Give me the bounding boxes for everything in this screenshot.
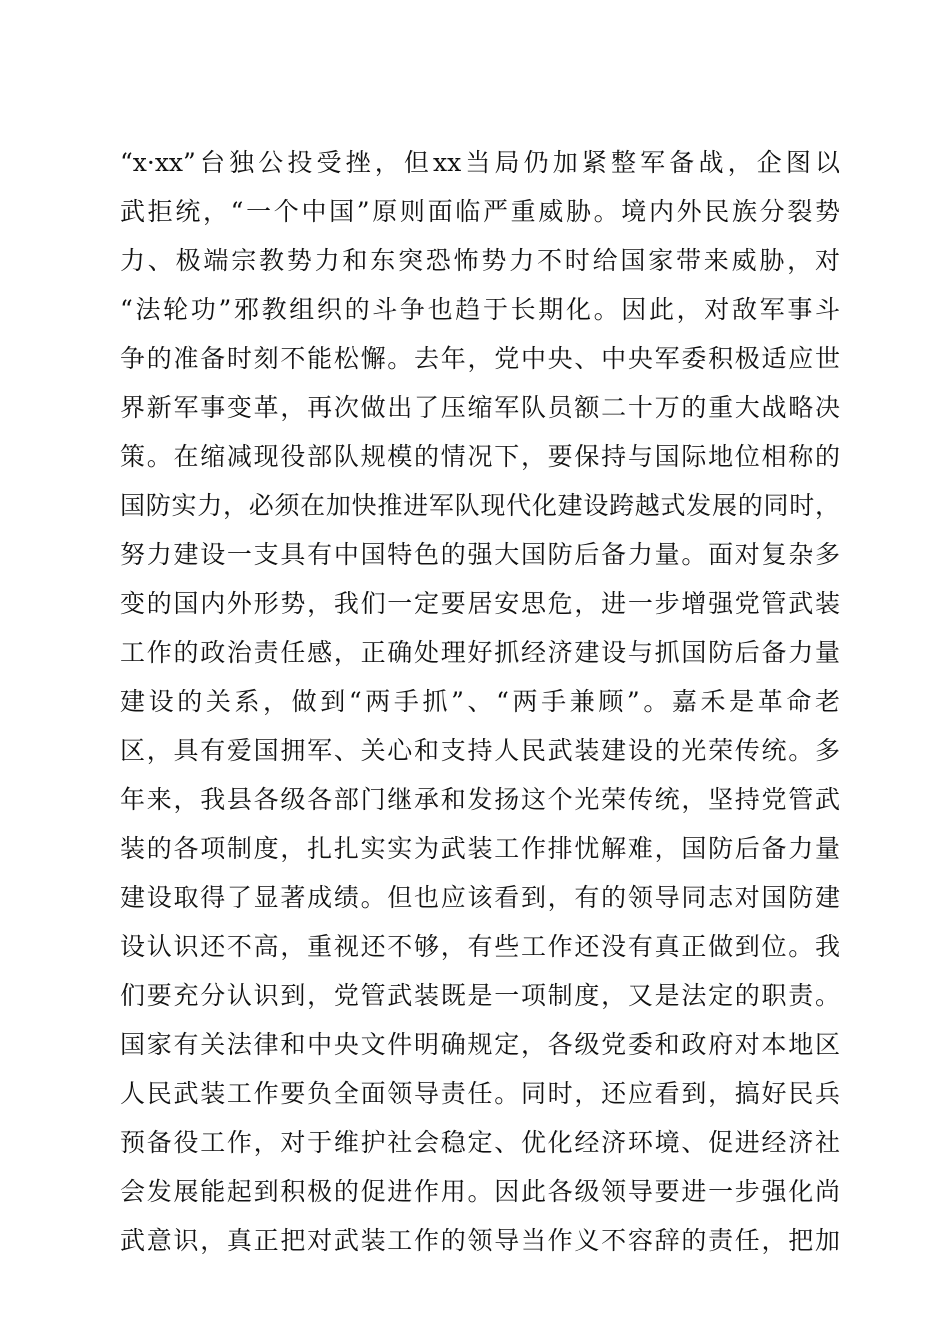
- text-line: 预备役工作，对于维护社会稳定、优化经济环境、促进经济社: [120, 1128, 840, 1157]
- text-line: 工作的政治责任感，正确处理好抓经济建设与抓国防后备力量: [120, 638, 840, 667]
- text-line: 界新军事变革，再次做出了压缩军队员额二十万的重大战略决: [120, 393, 840, 422]
- text-line: 力、极端宗教势力和东突恐怖势力不时给国家带来威胁，对: [120, 246, 840, 275]
- text-line: 国家有关法律和中央文件明确规定，各级党委和政府对本地区: [120, 1030, 840, 1059]
- text-line: 建设取得了显著成绩。但也应该看到，有的领导同志对国防建: [120, 883, 840, 912]
- text-line: 武拒统，“一个中国”原则面临严重威胁。境内外民族分裂势: [120, 197, 840, 226]
- text-line: 武意识，真正把对武装工作的领导当作义不容辞的责任，把加: [120, 1226, 840, 1255]
- text-line: 会发展能起到积极的促进作用。因此各级领导要进一步强化尚: [120, 1177, 840, 1206]
- text-line: 努力建设一支具有中国特色的强大国防后备力量。面对复杂多: [120, 540, 840, 569]
- text-line: 建设的关系，做到“两手抓”、“两手兼顾”。嘉禾是革命老: [120, 687, 840, 716]
- text-line: 人民武装工作要负全面领导责任。同时，还应看到，搞好民兵: [120, 1079, 840, 1108]
- text-line: “x·xx”台独公投受挫，但xx当局仍加紧整军备战，企图以: [120, 148, 840, 177]
- body-text: [120, 138, 840, 1265]
- text-line: 国防实力，必须在加快推进军队现代化建设跨越式发展的同时，: [120, 491, 840, 520]
- text-line: 们要充分认识到，党管武装既是一项制度，又是法定的职责。: [120, 981, 840, 1010]
- text-line: 设认识还不高，重视还不够，有些工作还没有真正做到位。我: [120, 932, 840, 961]
- text-line: 策。在缩减现役部队规模的情况下，要保持与国际地位相称的: [120, 442, 840, 471]
- text-line: 变的国内外形势，我们一定要居安思危，进一步增强党管武装: [120, 589, 840, 618]
- text-line: “法轮功”邪教组织的斗争也趋于长期化。因此，对敌军事斗: [120, 295, 840, 324]
- text-line: 年来，我县各级各部门继承和发扬这个光荣传统，坚持党管武: [120, 785, 840, 814]
- text-line: 区，具有爱国拥军、关心和支持人民武装建设的光荣传统。多: [120, 736, 840, 765]
- text-line: 争的准备时刻不能松懈。去年，党中央、中央军委积极适应世: [120, 344, 840, 373]
- text-line: 装的各项制度，扎扎实实为武装工作排忧解难，国防后备力量: [120, 834, 840, 863]
